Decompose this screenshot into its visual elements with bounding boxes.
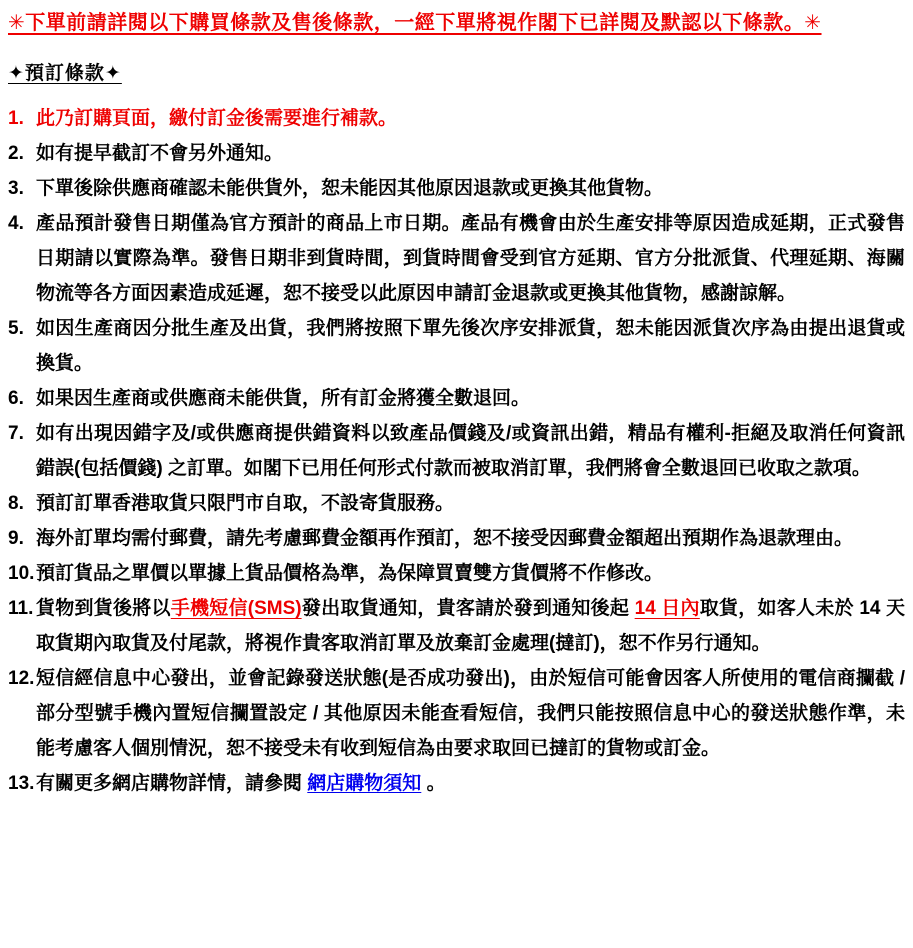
highlight-red-text: 14 日內 xyxy=(634,598,700,619)
term-item xyxy=(8,206,905,311)
term-number: 3. xyxy=(8,178,24,199)
term-segment: 如果因生產商或供應商未能供貨，所有訂金將獲全數退回。 xyxy=(36,388,531,409)
term-segment: 有關更多網店購物詳情，請參閱 xyxy=(36,773,308,794)
term-number: 12. xyxy=(8,668,35,689)
term-text xyxy=(36,766,905,801)
term-item xyxy=(8,381,905,416)
term-segment: 取貨，如客人未於 14 天取貨期內取貨及付尾款，將視作貴客取消訂單及放棄訂金處理(撻訂)，恕不作另行通知。 xyxy=(36,598,905,654)
term-item xyxy=(8,521,905,556)
term-item xyxy=(8,661,905,766)
term-number: 8. xyxy=(8,493,24,514)
term-text xyxy=(36,381,905,416)
term-item xyxy=(8,311,905,381)
term-text xyxy=(36,136,905,171)
term-segment: 貨物到貨後將以 xyxy=(36,598,171,619)
term-text xyxy=(36,311,905,381)
term-segment: 預訂訂單香港取貨只限門市自取，不設寄貨服務。 xyxy=(36,493,455,514)
term-number: 4. xyxy=(8,213,24,234)
term-item xyxy=(8,556,905,591)
term-number: 6. xyxy=(8,388,24,409)
term-item xyxy=(8,766,905,801)
term-segment: 預訂貨品之單價以單據上貨品價格為準，為保障買賣雙方貨價將不作修改。 xyxy=(36,563,664,584)
term-text xyxy=(36,661,905,766)
term-item xyxy=(8,591,905,661)
term-segment: 產品預計發售日期僅為官方預計的商品上市日期。產品有機會由於生產安排等原因造成延期，正式發售日期請以實際為準。發售日期非到貨時間，到貨時間會受到官方延期、官方分批派貨、代理延期、海關物流等各方面因素造成延遲，恕不接受以此原因申請訂金退款或更換其他貨物，感謝諒解。 xyxy=(36,213,905,304)
term-segment: 如有提早截訂不會另外通知。 xyxy=(36,143,284,164)
term-text xyxy=(36,101,905,136)
term-item xyxy=(8,416,905,486)
term-number: 7. xyxy=(8,423,24,444)
term-item xyxy=(8,136,905,171)
term-number: 10. xyxy=(8,563,35,584)
term-item xyxy=(8,171,905,206)
term-number: 1. xyxy=(8,108,24,129)
terms-list xyxy=(8,101,905,801)
term-number: 11. xyxy=(8,598,34,619)
term-text xyxy=(36,521,905,556)
term-text xyxy=(36,206,905,311)
term-number: 5. xyxy=(8,318,24,339)
term-text xyxy=(36,486,905,521)
term-segment: 短信經信息中心發出，並會記錄發送狀態(是否成功發出)，由於短信可能會因客人所使用的電信商攔截 / 部分型號手機內置短信攔置設定 / 其他原因未能查看短信，我們只能按照信息中心的發送狀態作準，未能考慮客人個別情況，恕不接受未有收到短信為由要求取回已撻訂的貨物或訂金。 xyxy=(36,668,905,759)
term-text xyxy=(36,556,905,591)
term-segment: 。 xyxy=(421,773,446,794)
term-number: 2. xyxy=(8,143,24,164)
term-number: 13. xyxy=(8,773,35,794)
term-segment: 此乃訂購頁面，繳付訂金後需要進行補款。 xyxy=(36,108,398,129)
notice-header: ✳下單前請詳閱以下購買條款及售後條款，一經下單將視作閣下已詳閱及默認以下條款。✳ xyxy=(8,12,822,34)
highlight-red-text: 手機短信(SMS) xyxy=(170,598,302,619)
term-text xyxy=(36,171,905,206)
term-item xyxy=(8,101,905,136)
term-segment: 發出取貨通知，貴客請於發到通知後起 xyxy=(301,598,635,619)
term-text xyxy=(36,416,905,486)
section-title: ✦預訂條款✦ xyxy=(8,63,122,84)
term-segment: 如有出現因錯字及/或供應商提供錯資料以致產品價錢及/或資訊出錯，精品有權利-拒絕及取消任何資訊錯誤(包括價錢) 之訂單。如閣下已用任何形式付款而被取消訂單，我們將會全數退回已收取之款項。 xyxy=(36,423,905,479)
term-number: 9. xyxy=(8,528,24,549)
term-segment: 如因生產商因分批生產及出貨，我們將按照下單先後次序安排派貨，恕未能因派貨次序為由提出退貨或換貨。 xyxy=(36,318,905,374)
term-segment: 下單後除供應商確認未能供貨外，恕未能因其他原因退款或更換其他貨物。 xyxy=(36,178,664,199)
term-segment: 海外訂單均需付郵費，請先考慮郵費金額再作預訂，恕不接受因郵費金額超出預期作為退款理由。 xyxy=(36,528,854,549)
term-item xyxy=(8,486,905,521)
term-text xyxy=(36,591,905,661)
shop-guide-link[interactable]: 網店購物須知 xyxy=(307,773,422,794)
